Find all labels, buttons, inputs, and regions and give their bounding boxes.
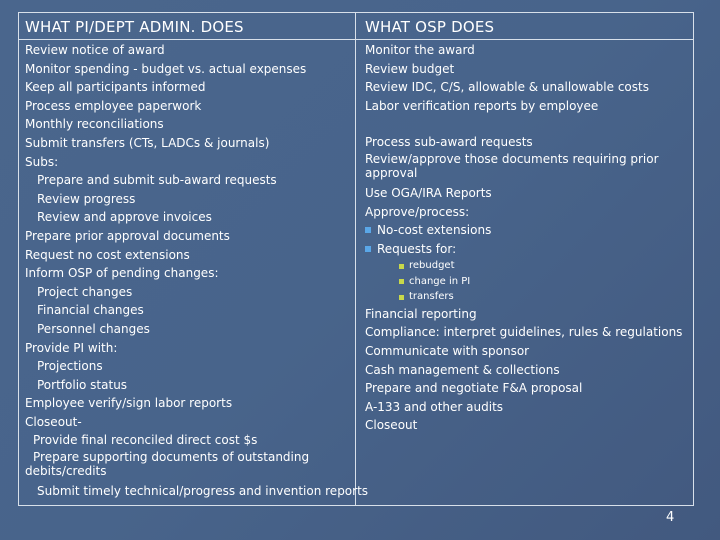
list-item: Inform OSP of pending changes: [25, 266, 219, 281]
bullet-text: rebudget [409, 260, 455, 272]
sub-bullet-item [365, 289, 691, 305]
list-item: Submit timely technical/progress and invention reports [37, 484, 369, 499]
square-bullet-icon [399, 279, 404, 284]
left-column-header: WHAT PI/DEPT ADMIN. DOES [25, 18, 244, 36]
list-item: Prepare prior approval documents [25, 228, 230, 243]
pi-dept-admin-list [25, 41, 369, 501]
list-item [25, 450, 353, 478]
list-item: Review/approve those documents requiring prior approval [365, 151, 659, 180]
osp-list [365, 41, 691, 435]
list-item: Projections [37, 359, 103, 374]
bullet-text: transfers [409, 291, 454, 303]
square-bullet-icon [365, 246, 371, 252]
list-item: Subs: [25, 154, 59, 169]
list-item: Review notice of award [25, 43, 165, 57]
header-divider [19, 39, 693, 40]
list-item: Provide final reconciled direct cost $s [33, 433, 258, 448]
list-item: Review progress [37, 191, 136, 206]
list-item: Submit transfers (CTs, LADCs & journals) [25, 135, 270, 150]
list-item: Approve/process: [365, 204, 470, 219]
list-item: Prepare and submit sub-award requests [37, 173, 277, 188]
list-item: Monthly reconciliations [25, 117, 164, 132]
list-item: Provide PI with: [25, 340, 118, 355]
list-item: Financial changes [37, 303, 144, 318]
list-item: Monitor the award [365, 43, 475, 57]
list-item: Cash management & collections [365, 362, 560, 377]
sub-bullet-item [365, 274, 691, 290]
list-item: Portfolio status [37, 377, 128, 392]
list-item: Labor verification reports by employee [365, 98, 599, 113]
list-item: Request no cost extensions [25, 247, 190, 262]
square-bullet-icon [399, 264, 404, 269]
list-item: Process sub-award requests [365, 135, 533, 150]
list-item: Project changes [37, 284, 133, 299]
comparison-table [18, 12, 694, 506]
list-item: A-133 and other audits [365, 399, 504, 414]
list-item: Financial reporting [365, 306, 477, 321]
bullet-text: change in PI [409, 275, 471, 287]
list-item: Personnel changes [37, 321, 150, 336]
column-divider [355, 13, 356, 505]
square-bullet-icon [365, 227, 371, 233]
list-item: Prepare and negotiate F&A proposal [365, 381, 583, 396]
list-item: Employee verify/sign labor reports [25, 396, 233, 411]
list-item: Review budget [365, 61, 455, 76]
list-item: Closeout [365, 418, 418, 433]
square-bullet-icon [399, 295, 404, 300]
list-item: Process employee paperwork [25, 98, 202, 113]
list-item: Review and approve invoices [37, 210, 212, 225]
list-item: Communicate with sponsor [365, 344, 530, 359]
bullet-item [365, 240, 691, 259]
list-item: Keep all participants informed [25, 80, 206, 95]
list-item: Review IDC, C/S, allowable & unallowable costs [365, 80, 649, 95]
bullet-text: Requests for: [377, 241, 457, 256]
list-item-text: Prepare supporting documents of outstanding debits/credits [25, 450, 310, 479]
spacer [365, 115, 691, 133]
page-number: 4 [666, 510, 675, 525]
list-item: Monitor spending - budget vs. actual expenses [25, 61, 307, 76]
list-item: Use OGA/IRA Reports [365, 185, 492, 200]
bullet-item [365, 221, 691, 240]
bullet-text: No-cost extensions [377, 223, 492, 238]
list-item: Compliance: interpret guidelines, rules & regulations [365, 325, 683, 340]
list-item: Closeout- [25, 414, 82, 429]
right-column-header: WHAT OSP DOES [365, 18, 495, 36]
sub-bullet-item [365, 258, 691, 274]
